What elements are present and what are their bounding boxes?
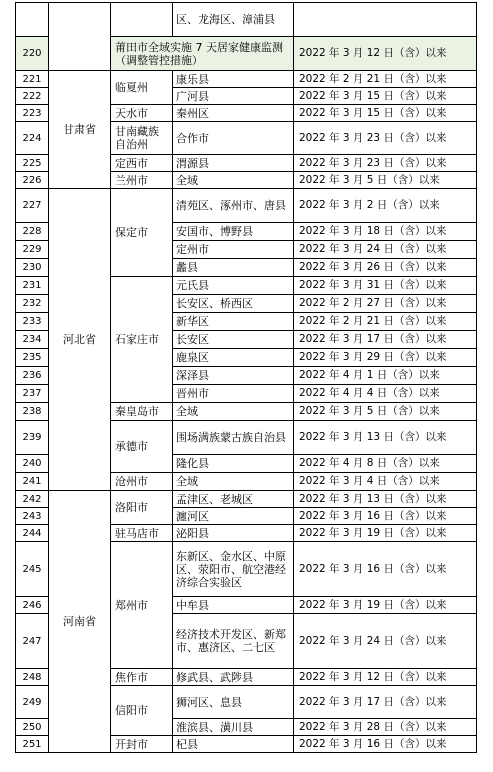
city-cell: 天水市: [111, 105, 173, 122]
date-cell: 2022 年 3 月 16 日（含）以来: [294, 542, 477, 597]
row-number: 243: [16, 508, 49, 525]
city-cell: 驻马店市: [111, 525, 173, 542]
area-cell: 元氏县: [173, 277, 294, 295]
row-number: 233: [16, 313, 49, 331]
row-number: 244: [16, 525, 49, 542]
date-cell: 2022 年 3 月 13 日（含）以来: [294, 491, 477, 508]
area-cell: 广河县: [173, 88, 294, 105]
date-cell: 2022 年 3 月 5 日（含）以来: [294, 403, 477, 421]
date-cell: 2022 年 2 月 21 日（含）以来: [294, 313, 477, 331]
row-number: 232: [16, 295, 49, 313]
date-cell: 2022 年 3 月 13 日（含）以来: [294, 421, 477, 455]
city-cell: 石家庄市: [111, 277, 173, 403]
city-cell: 郑州市: [111, 542, 173, 669]
area-cell: 定州市: [173, 241, 294, 259]
row-number: 228: [16, 223, 49, 241]
area-cell: 秦州区: [173, 105, 294, 122]
area-cell: 东新区、金水区、中原区、荥阳市、航空港经济综合实验区: [173, 542, 294, 597]
city-cell: 莆田市全域实施 7 天居家健康监测（调整管控措施）: [111, 37, 294, 71]
city-cell: 兰州市: [111, 172, 173, 189]
table-row: [16, 71, 477, 88]
date-cell: 2022 年 2 月 27 日（含）以来: [294, 295, 477, 313]
row-number: 224: [16, 122, 49, 155]
date-cell: 2022 年 3 月 23 日（含）以来: [294, 155, 477, 172]
date-cell: 2022 年 4 月 4 日（含）以来: [294, 385, 477, 403]
date-cell: 2022 年 3 月 17 日（含）以来: [294, 331, 477, 349]
date-cell: 2022 年 4 月 8 日（含）以来: [294, 455, 477, 473]
city-cell: 焦作市: [111, 669, 173, 686]
date-cell: 2022 年 3 月 12 日（含）以来: [294, 669, 477, 686]
city-cell: 沧州市: [111, 473, 173, 491]
risk-area-table: [15, 2, 477, 753]
area-cell: 围场满族蒙古族自治县: [173, 421, 294, 455]
city-cell: 临夏州: [111, 71, 173, 105]
date-cell: 2022 年 3 月 15 日（含）以来: [294, 105, 477, 122]
area-cell: 孟津区、老城区: [173, 491, 294, 508]
date-cell: 2022 年 3 月 31 日（含）以来: [294, 277, 477, 295]
row-number: 235: [16, 349, 49, 367]
date-cell: 2022 年 3 月 4 日（含）以来: [294, 473, 477, 491]
row-number: 246: [16, 597, 49, 614]
province-cell: 河南省: [49, 491, 111, 753]
province-cell: 河北省: [49, 189, 111, 491]
area-cell: 中牟县: [173, 597, 294, 614]
area-cell: 长安区: [173, 331, 294, 349]
date-cell: 2022 年 3 月 16 日（含）以来: [294, 736, 477, 753]
province-cell: [49, 3, 111, 71]
date-cell: 2022 年 3 月 12 日（含）以来: [294, 37, 477, 71]
table-row: [16, 491, 477, 508]
date-cell: 2022 年 3 月 17 日（含）以来: [294, 686, 477, 719]
area-cell: 区、龙海区、漳浦县: [173, 3, 294, 37]
area-cell: 深泽县: [173, 367, 294, 385]
city-cell: 定西市: [111, 155, 173, 172]
row-number: 231: [16, 277, 49, 295]
table-row: [16, 189, 477, 223]
date-cell: [294, 3, 477, 37]
date-cell: 2022 年 3 月 29 日（含）以来: [294, 349, 477, 367]
area-cell: 合作市: [173, 122, 294, 155]
row-number: 250: [16, 719, 49, 736]
date-cell: 2022 年 3 月 2 日（含）以来: [294, 189, 477, 223]
row-number: 239: [16, 421, 49, 455]
area-cell: 蠡县: [173, 259, 294, 277]
city-cell: 秦皇岛市: [111, 403, 173, 421]
date-cell: 2022 年 3 月 18 日（含）以来: [294, 223, 477, 241]
area-cell: 安国市、博野县: [173, 223, 294, 241]
city-cell: 洛阳市: [111, 491, 173, 525]
area-cell: 全域: [173, 473, 294, 491]
date-cell: 2022 年 3 月 19 日（含）以来: [294, 597, 477, 614]
area-cell: 康乐县: [173, 71, 294, 88]
area-cell: 隆化县: [173, 455, 294, 473]
city-cell: 开封市: [111, 736, 173, 753]
row-number: 230: [16, 259, 49, 277]
row-number: 229: [16, 241, 49, 259]
date-cell: 2022 年 3 月 28 日（含）以来: [294, 719, 477, 736]
date-cell: 2022 年 4 月 1 日（含）以来: [294, 367, 477, 385]
date-cell: 2022 年 3 月 26 日（含）以来: [294, 259, 477, 277]
area-cell: 经济技术开发区、新郑市、惠济区、二七区: [173, 614, 294, 669]
row-number: 222: [16, 88, 49, 105]
row-number: 220: [16, 37, 49, 71]
row-number: 245: [16, 542, 49, 597]
row-number: 249: [16, 686, 49, 719]
row-number: 225: [16, 155, 49, 172]
row-number: 234: [16, 331, 49, 349]
row-number: 226: [16, 172, 49, 189]
date-cell: 2022 年 3 月 23 日（含）以来: [294, 122, 477, 155]
row-number: 237: [16, 385, 49, 403]
area-cell: 鹿泉区: [173, 349, 294, 367]
city-cell: 保定市: [111, 189, 173, 277]
row-number: 221: [16, 71, 49, 88]
row-number: [16, 3, 49, 37]
date-cell: 2022 年 3 月 16 日（含）以来: [294, 508, 477, 525]
area-cell: 清苑区、涿州市、唐县: [173, 189, 294, 223]
row-number: 241: [16, 473, 49, 491]
row-number: 223: [16, 105, 49, 122]
area-cell: 全域: [173, 403, 294, 421]
date-cell: 2022 年 3 月 24 日（含）以来: [294, 614, 477, 669]
area-cell: 狮河区、息县: [173, 686, 294, 719]
row-number: 227: [16, 189, 49, 223]
area-cell: 晋州市: [173, 385, 294, 403]
province-cell: 甘肃省: [49, 71, 111, 189]
area-cell: 渭源县: [173, 155, 294, 172]
city-cell: 信阳市: [111, 686, 173, 736]
row-number: 248: [16, 669, 49, 686]
area-cell: 杞县: [173, 736, 294, 753]
city-cell: 甘南藏族自治州: [111, 122, 173, 155]
area-cell: 修武县、武陟县: [173, 669, 294, 686]
city-cell: 承德市: [111, 421, 173, 473]
row-number: 236: [16, 367, 49, 385]
row-number: 247: [16, 614, 49, 669]
date-cell: 2022 年 3 月 24 日（含）以来: [294, 241, 477, 259]
area-cell: 新华区: [173, 313, 294, 331]
date-cell: 2022 年 3 月 19 日（含）以来: [294, 525, 477, 542]
area-cell: 淮滨县、潢川县: [173, 719, 294, 736]
date-cell: 2022 年 3 月 15 日（含）以来: [294, 88, 477, 105]
area-cell: 长安区、桥西区: [173, 295, 294, 313]
row-number: 242: [16, 491, 49, 508]
date-cell: 2022 年 3 月 5 日（含）以来: [294, 172, 477, 189]
row-number: 251: [16, 736, 49, 753]
date-cell: 2022 年 2 月 21 日（含）以来: [294, 71, 477, 88]
table-row: [16, 3, 477, 37]
area-cell: 泌阳县: [173, 525, 294, 542]
city-cell: [111, 3, 173, 37]
row-number: 238: [16, 403, 49, 421]
area-cell: 瀍河区: [173, 508, 294, 525]
area-cell: 全域: [173, 172, 294, 189]
row-number: 240: [16, 455, 49, 473]
